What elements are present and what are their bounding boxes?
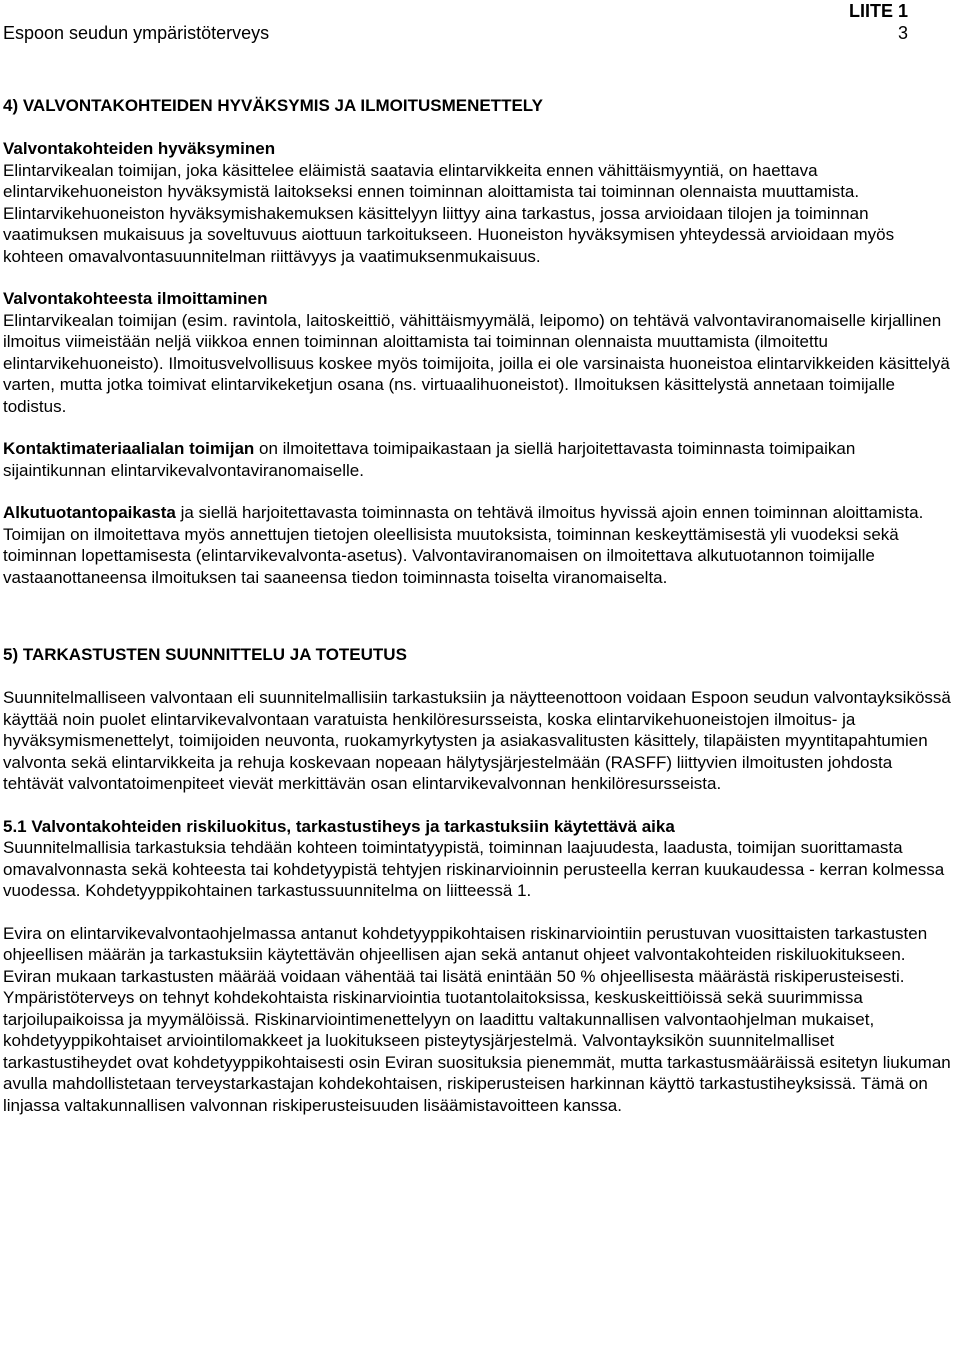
contact-material-text: on ilmoitettava toimipaikastaan ja siellä harjoitettavasta toiminnasta toimipaikan sijaintikunnan elintarvikevalvontaviranomaiselle.	[3, 439, 856, 480]
section-5-1-heading: 5.1 Valvontakohteiden riskiluokitus, tarkastustiheys ja tarkastuksiin käytettävä aika	[3, 816, 675, 836]
section-5-paragraph: Suunnitelmalliseen valvontaan eli suunnitelmallisiin tarkastuksiin ja näytteenottoon voidaan Espoon seudun valvontayksikössä käyttää noin puolet elintarvikevalvontaan varatuista henkilöresursseista, koska elintarvikehuoneistojen ilmoitus- ja hyväksymismenettelyt, toimijoiden neuvonta, ruokamyrkytysten ja asiakasvalitusten käsittely, tilapäisten myyntitapahtumien valvonta sekä elintarvikkeita ja rehuja koskevaan nopeaan hälytysjärjestelmään (RASFF) liittyvien ilmoitusten johdosta tehtävät valvontatoimenpiteet vievät merkittävän osan elintarvikevalvonnan henkilöresursseista.	[3, 688, 951, 793]
approval-paragraph: Elintarvikealan toimijan, joka käsittelee eläimistä saatavia elintarvikkeita ennen vähittäismyyntiä, on haettava elintarvikehuoneiston hyväksymistä laitokseksi ennen toiminnan aloittamista tai toiminnan olennaista muuttamista. Elintarvikehuoneiston hyväksymishakemuksen käsittelyyn liittyy aina tarkastus, jossa arvioidaan tilojen ja toiminnan vaatimuksen mukaisuus ja soveltuvuus aiottuun tarkoitukseen. Huoneiston hyväksymisen yhteydessä arvioidaan myös kohteen omavalvontasuunnitelman riittävyys ja vaatimuksenmukaisuus.	[3, 160, 895, 266]
page-number: 3	[897, 23, 908, 43]
section-5-1-paragraph-1: Suunnitelmallisia tarkastuksia tehdään kohteen toimintatyypistä, toiminnan laajuudesta, laadusta, toimijan suorittamasta omavalvonnasta sekä kohteesta tai kohdetyypistä tehtyjen riskinarvioinnin perusteella kerran kuukaudessa - kerran kolmessa vuodessa. Kohdetyyppikohtainen tarkastussuunnitelma on liitteessä 1.	[3, 838, 945, 900]
approval-heading: Valvontakohteiden hyväksyminen	[3, 139, 276, 158]
annex-label: LIITE 1	[848, 1, 908, 21]
organization-name: Espoon seudun ympäristöterveys	[3, 23, 270, 43]
primary-production-text: ja siellä harjoitettavasta toiminnasta on tehtävä ilmoitus hyvissä ajoin ennen toiminnan aloittamista. Toimijan on ilmoitettava myös annettujen tietojen oleellisista muutoksista, toiminnan keskeyttämisestä yli vuodeksi sekä toiminnan lopettamisesta (elintarvikevalvonta-asetus). Valvontaviranomaisen on ilmoitettava alkutuotannon toimijalle vastaanottaneensa ilmoituksen tai saaneensa tiedon toiminnasta toiselta viranomaiselta.	[3, 503, 924, 587]
primary-production-lead: Alkutuotantopaikasta	[3, 503, 176, 522]
notification-paragraph: Elintarvikealan toimijan (esim. ravintola, laitoskeittiö, vähittäismyymälä, leipomo) on tehtävä valvontaviranomaiselle kirjallinen ilmoitus viimeistään neljä viikkoa ennen toiminnan aloittamista tai toiminnan olennaista muuttamista (ilmoitettu elintarvikehuoneisto). Ilmoitusvelvollisuus koskee myös toimijoita, joilla ei ole varsinaista huoneistoa elintarvikkeiden käsittelyä varten, mutta jotka toimivat elintarvikeketjun osana (ns. virtuaalihuoneistot). Ilmoituksen käsittelystä annetaan toimijalle todistus.	[3, 310, 950, 416]
section-5-1-paragraph-2: Evira on elintarvikevalvontaohjelmassa antanut kohdetyyppikohtaisen riskinarviointiin perustuvan vuosittaisten tarkastusten ohjeellisen määrän ja tarkastuksiin käytettävän ohjeellisen ajan sekä antanut ohjeet valvontakohteiden riskiluokitukseen. Eviran mukaan tarkastusten määrää voidaan vähentää tai lisätä enintään 50 % ohjeellisesta määrästä riskiperusteisesti. Ympäristöterveys on tehnyt kohdekohtaista riskinarviointia tuotantolaitoksissa, keskuskeittiöissä sekä suurimmissa tarjoilupaikoissa ja myymälöissä. Riskinarviointimenettelyyn on laadittu valtakunnallisen valvontaohjelman mukaiset, kohdetyyppikohtaiset arviointilomakkeet ja luokitukseen pisteytysjärjestelmä. Valvontayksikön suunnitelmalliset tarkastustiheydet ovat kohdetyyppikohtaisesti osin Eviran suosituksia pienemmät, mutta tarkastusmääräissä esitetyn liukuman avulla mahdollistetaan terveystarkastajan kohdekohtaisen, riskiperusteisen harkinnan käyttö tarkastustiheyksissä. Tämä on linjassa valtakunnallisen valvonnan riskiperusteisuuden lisäämistavoitteen kanssa.	[3, 923, 951, 1115]
document-body	[3, 95, 953, 1116]
contact-material-lead: Kontaktimateriaalialan toimijan	[3, 439, 255, 458]
primary-production-paragraph	[3, 502, 953, 588]
section-4-title: 4) VALVONTAKOHTEIDEN HYVÄKSYMIS JA ILMOITUSMENETTELY	[3, 96, 543, 115]
contact-material-paragraph	[3, 438, 953, 481]
section-5-title: 5) TARKASTUSTEN SUUNNITTELU JA TOTEUTUS	[3, 645, 407, 664]
notification-heading: Valvontakohteesta ilmoittaminen	[3, 289, 268, 308]
